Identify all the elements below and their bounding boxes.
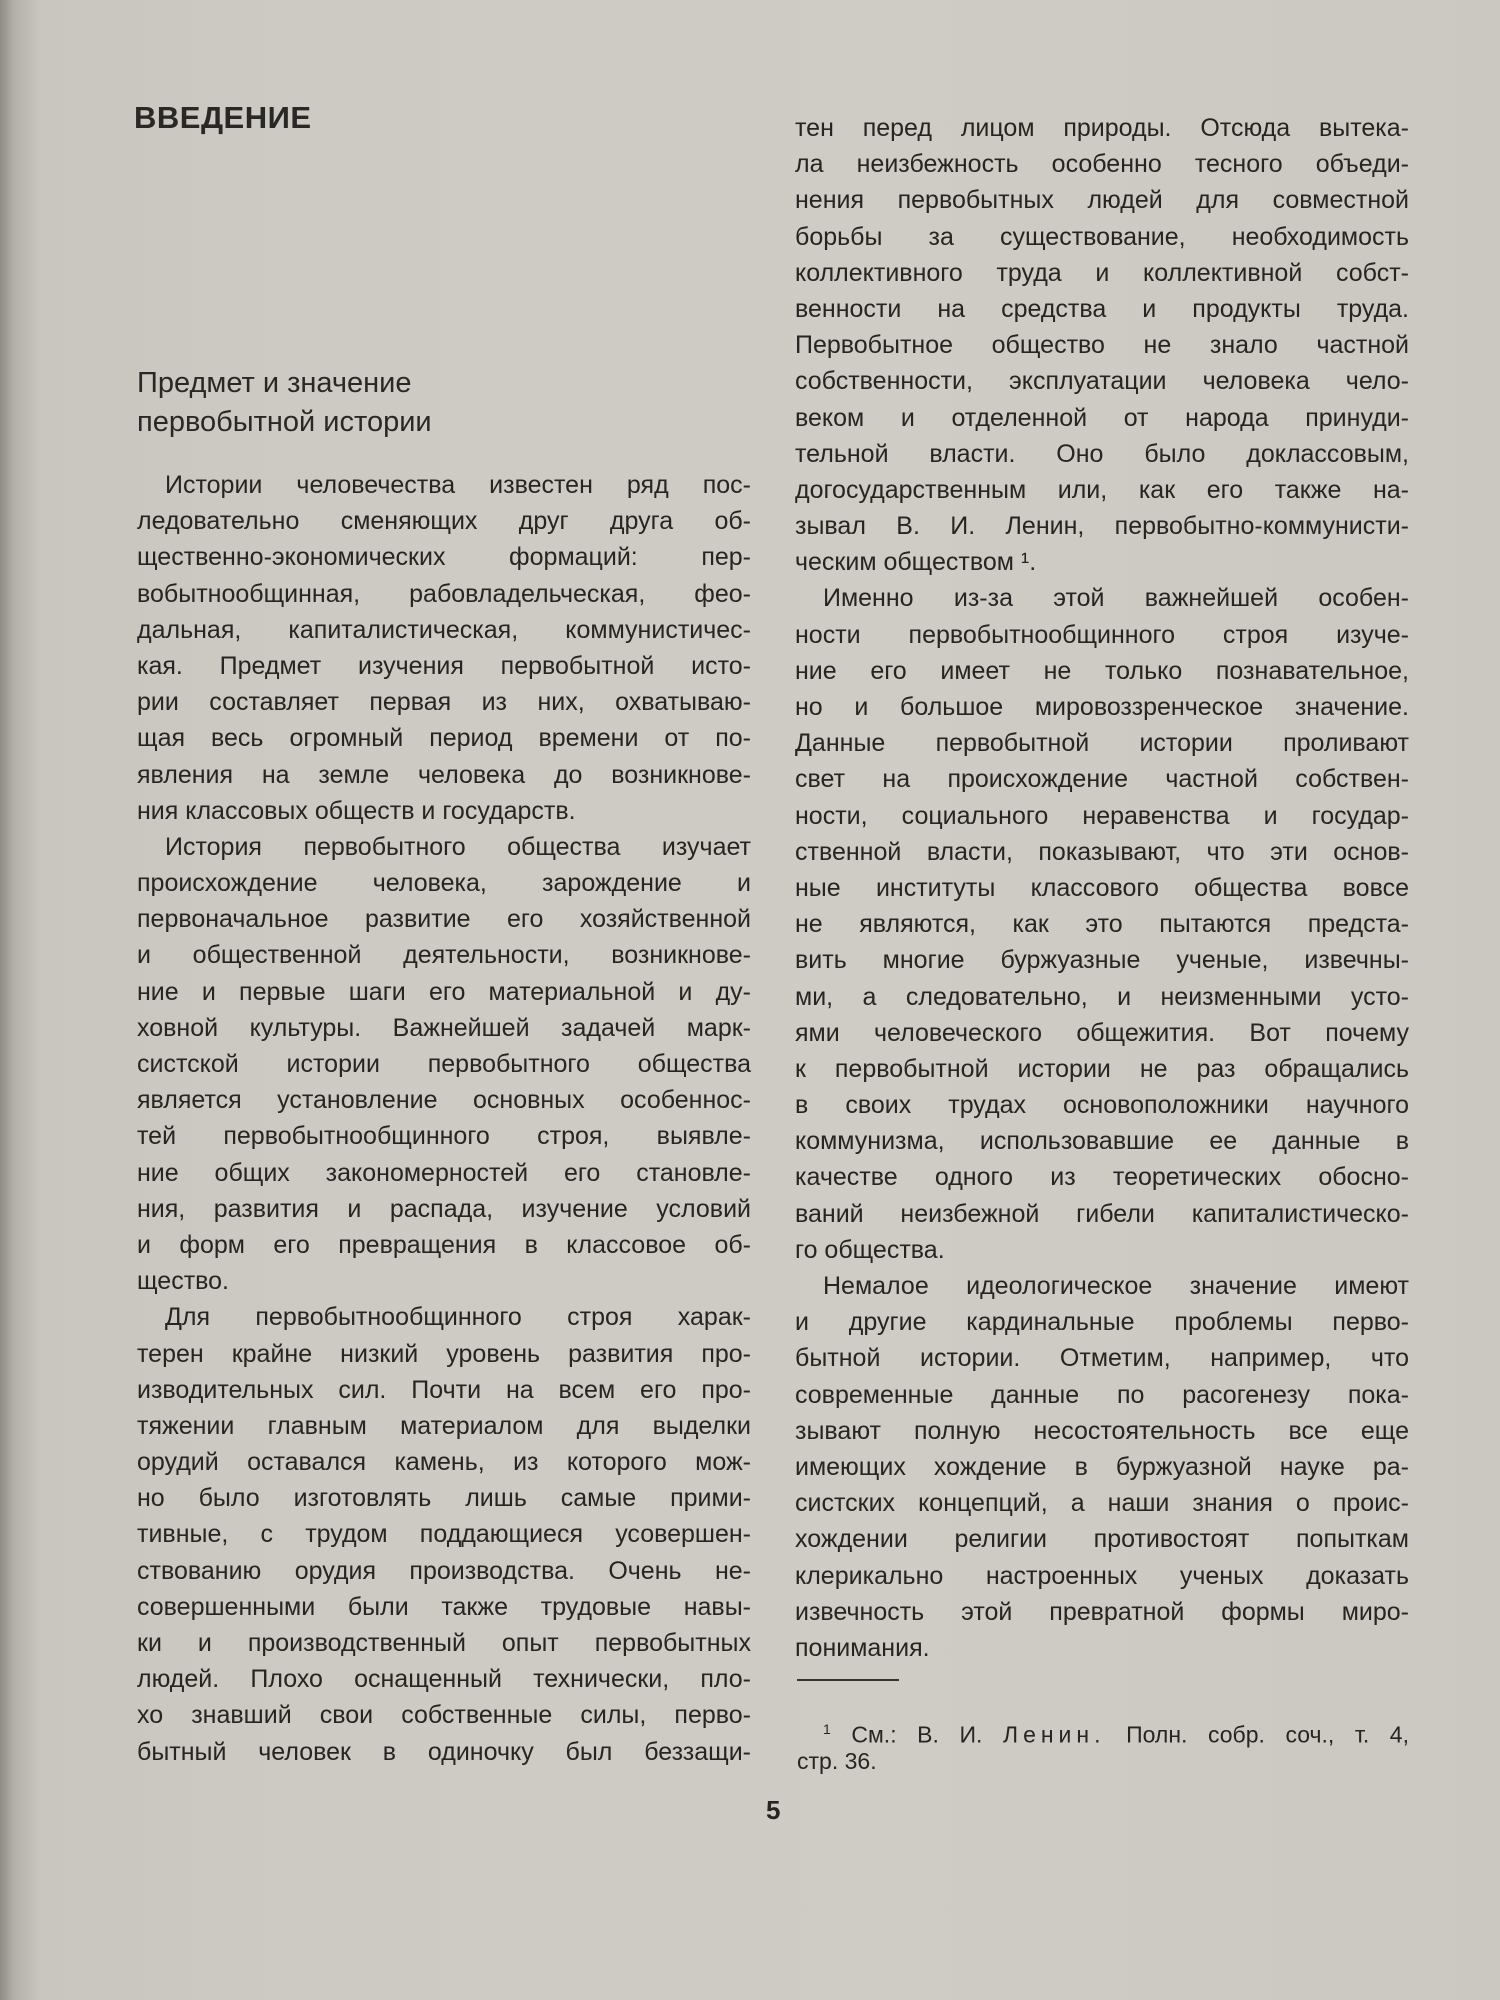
- text-line: Именно из-за этой важнейшей особен-: [823, 584, 1409, 613]
- footnote: [797, 1716, 1409, 1774]
- footnote-source: Полн. собр. соч., т. 4,: [1126, 1721, 1409, 1748]
- text-line: рии составляет первая из них, охватываю-: [137, 688, 751, 717]
- text-line: ние и первые шаги его материальной и ду-: [137, 977, 751, 1006]
- text-line: первоначальное развитие его хозяйственной: [137, 905, 751, 934]
- section-title: [137, 364, 432, 442]
- text-line: но было изготовлять лишь самые прими-: [137, 1484, 751, 1513]
- text-line: тен перед лицом природы. Отсюда вытека-: [795, 114, 1409, 142]
- text-line: и другие кардинальные проблемы перво-: [795, 1308, 1409, 1337]
- text-line: понимания.: [795, 1633, 930, 1662]
- section-title-line: Предмет и значение: [137, 367, 412, 399]
- text-line: и общественной деятельности, возникнове-: [137, 941, 751, 970]
- text-line: зывают полную несостоятельность все еще: [795, 1416, 1409, 1445]
- text-line: ки и производственный опыт первобытных: [137, 1629, 751, 1657]
- text-line: Первобытное общество не знало частной: [795, 331, 1409, 360]
- text-line: но и большое мировоззренческое значение.: [795, 693, 1409, 721]
- text-line: тельной власти. Оно было доклассовым,: [795, 439, 1409, 468]
- text-line: ние общих закономерностей его становле-: [137, 1158, 751, 1187]
- text-line: вобытнообщинная, рабовладельческая, фео-: [137, 579, 751, 608]
- text-line: не являются, как это пытаются предста-: [795, 910, 1409, 939]
- text-line: изводительных сил. Почти на всем его про-: [137, 1375, 751, 1404]
- section-title-line: первобытной истории: [137, 406, 432, 438]
- text-line: клерикально настроенных ученых доказать: [795, 1561, 1409, 1590]
- text-line: имеющих хождение в буржуазной науке ра-: [795, 1452, 1409, 1481]
- footnote-marker: 1: [823, 1721, 831, 1737]
- text-line: ледовательно сменяющих друг друга об-: [137, 507, 751, 536]
- text-line: хождении религии противостоят попыткам: [795, 1525, 1409, 1554]
- text-line: кая. Предмет изучения первобытной исто-: [137, 651, 751, 680]
- chapter-title: ВВЕДЕНИЕ: [134, 100, 312, 135]
- text-line: ческим обществом ¹.: [795, 548, 1037, 577]
- text-line: в своих трудах основоположники научного: [795, 1091, 1409, 1120]
- text-line: происхождение человека, зарождение и: [137, 869, 751, 898]
- text-line: Немалое идеологическое значение имеют: [823, 1272, 1409, 1300]
- text-line: явления на земле человека до возникнове-: [137, 760, 751, 789]
- text-line: тяжении главным материалом для выделки: [137, 1411, 751, 1440]
- text-line: вить многие буржуазные ученые, извечны-: [795, 946, 1409, 975]
- text-line: зывал В. И. Ленин, первобытно-коммунисти-: [795, 512, 1409, 541]
- text-line: ваний неизбежной гибели капиталистическо-: [795, 1199, 1409, 1228]
- text-line: современные данные по расогенезу пока-: [795, 1380, 1409, 1409]
- footnote-prefix: См.: В. И.: [851, 1721, 983, 1748]
- text-line: догосударственным или, как его также на-: [795, 475, 1409, 504]
- text-line: Для первобытнообщинного строя харак-: [165, 1303, 751, 1332]
- text-line: ние его имеет не только познавательное,: [795, 656, 1409, 685]
- text-line: тей первобытнообщинного строя, выявле-: [137, 1122, 751, 1151]
- text-line: хо знавший свои собственные силы, перво-: [137, 1701, 751, 1730]
- text-line: ми, а следовательно, и неизменными усто-: [795, 982, 1409, 1011]
- text-line: История первобытного общества изучает: [165, 832, 751, 861]
- text-line: орудий оставался камень, из которого мож-: [137, 1448, 751, 1477]
- footnote-author: Ленин.: [1002, 1721, 1106, 1748]
- text-line: бытной истории. Отметим, например, что: [795, 1344, 1409, 1373]
- text-line: ности, социального неравенства и государ-: [795, 801, 1409, 830]
- footnote-line: [797, 1716, 1409, 1748]
- text-line: ния классовых обществ и государств.: [137, 796, 576, 825]
- text-line: качестве одного из теоретических обосно-: [795, 1163, 1409, 1192]
- left-column: [137, 467, 751, 1770]
- text-line: является установление основных особеннос-: [137, 1086, 751, 1115]
- text-line: Данные первобытной истории проливают: [795, 729, 1409, 758]
- text-line: терен крайне низкий уровень развития про-: [137, 1339, 751, 1368]
- text-line: ями человеческого общежития. Вот почему: [795, 1018, 1409, 1047]
- text-line: щественно-экономических формаций: пер-: [137, 543, 751, 572]
- right-column: [795, 110, 1409, 1666]
- text-line: свет на происхождение частной собствен-: [795, 765, 1409, 794]
- text-line: ности первобытнообщинного строя изуче-: [795, 620, 1409, 649]
- text-line: борьбы за существование, необходимость: [795, 222, 1409, 251]
- text-line: собственности, эксплуатации человека чело-: [795, 367, 1409, 396]
- page-number: 5: [766, 1795, 781, 1825]
- text-line: людей. Плохо оснащенный технически, пло-: [137, 1665, 751, 1694]
- text-line: го общества.: [795, 1235, 945, 1264]
- text-line: систских концепций, а наши знания о проис-: [795, 1489, 1409, 1518]
- text-line: извечность этой превратной формы миро-: [795, 1597, 1409, 1626]
- text-line: дальная, капиталистическая, коммунистичес-: [137, 615, 751, 644]
- text-line: щая весь огромный период времени от по-: [137, 724, 751, 753]
- text-line: веком и отделенной от народа принуди-: [795, 403, 1409, 432]
- text-line: и форм его превращения в классовое об-: [137, 1230, 751, 1259]
- text-line: бытный человек в одиночку был беззащи-: [137, 1737, 751, 1766]
- text-line: коммунизма, использовавшие ее данные в: [795, 1127, 1409, 1156]
- text-line: ховной культуры. Важнейшей задачей марк-: [137, 1013, 751, 1042]
- text-line: ственной власти, показывают, что эти основ-: [795, 837, 1409, 866]
- text-line: тивные, с трудом поддающиеся усовершен-: [137, 1520, 751, 1549]
- text-line: Истории человечества известен ряд пос-: [165, 471, 751, 499]
- text-line: нения первобытных людей для совместной: [795, 186, 1409, 215]
- text-line: ные институты классового общества вовсе: [795, 873, 1409, 902]
- text-line: ствованию орудия производства. Очень не-: [137, 1556, 751, 1585]
- text-line: систской истории первобытного общества: [137, 1050, 751, 1078]
- text-line: ния, развития и распада, изучение условий: [137, 1194, 751, 1223]
- text-line: совершенными были также трудовые навы-: [137, 1592, 751, 1621]
- text-line: к первобытной истории не раз обращались: [795, 1054, 1409, 1083]
- text-line: венности на средства и продукты труда.: [795, 294, 1409, 323]
- footnote-line: стр. 36.: [797, 1747, 877, 1774]
- text-line: коллективного труда и коллективной собст-: [795, 258, 1409, 287]
- footnote-divider: [797, 1679, 899, 1681]
- text-line: щество.: [137, 1267, 229, 1296]
- text-line: ла неизбежность особенно тесного объеди-: [795, 150, 1409, 179]
